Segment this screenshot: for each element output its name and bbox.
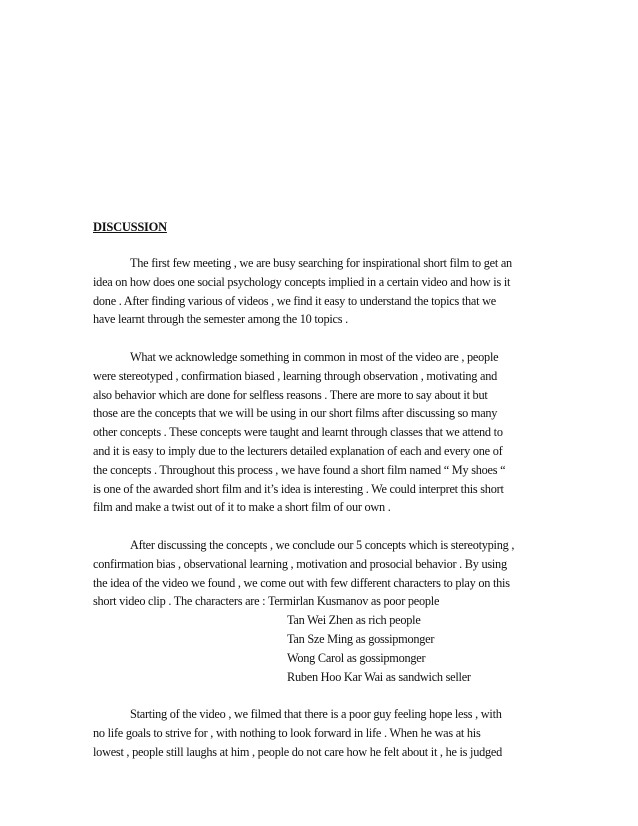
text-line: other concepts . These concepts were taught and learnt through classes that we attend to [93,425,503,440]
cast-item: Ruben Hoo Kar Wai as sandwich seller [287,669,471,684]
paragraph-3 [93,536,548,611]
section-heading: DISCUSSION [93,220,167,234]
text-line: After discussing the concepts , we conclude our 5 concepts which is stereotyping , [130,537,515,552]
paragraph-gap [93,686,548,705]
text-line: have learnt through the semester among the 10 topics . [93,312,348,327]
text-line: were stereotyped , confirmation biased , learning through observation , motivating and [93,368,497,383]
text-line: confirmation bias , observational learning , motivation and prosocial behavior . By using [93,556,507,571]
text-line: The first few meeting , we are busy searching for inspirational short film to get an [130,256,512,270]
cast-list [93,611,548,686]
text-line: What we acknowledge something in common in most of the video are , people [130,349,499,364]
text-line: Starting of the video , we filmed that there is a poor guy feeling hope less , with [130,707,502,722]
paragraph-4 [93,705,548,761]
paragraph-2 [93,348,548,517]
text-line: the idea of the video we found , we come out with few different characters to play on this [93,575,510,590]
text-line: is one of the awarded short film and it’s idea is interesting . We could interpret this short [93,481,504,496]
text-line: those are the concepts that we will be using in our short films after discussing so many [93,406,498,421]
text-line: and it is easy to imply due to the lecturers detailed explanation of each and every one of [93,443,503,458]
text-line: film and make a twist out of it to make a short film of our own . [93,500,391,515]
spacer [93,238,548,254]
text-line: the concepts . Throughout this process , we have found a short film named “ My shoes “ [93,462,506,477]
document-body [93,216,548,762]
text-line: no life goals to strive for , with nothing to look forward in life . When he was at his [93,725,481,740]
text-line: also behavior which are done for selfless reasons . There are more to say about it but [93,387,488,402]
text-line: short video clip . The characters are : Termirlan Kusmanov as poor people [93,594,440,609]
paragraph-gap [93,329,548,348]
text-line: done . After finding various of videos , we find it easy to understand the topics that we [93,293,496,308]
cast-item: Tan Sze Ming as gossipmonger [287,631,435,646]
cast-item: Tan Wei Zhen as rich people [287,613,421,628]
text-line: idea on how does one social psychology concepts implied in a certain video and how is it [93,274,511,289]
paragraph-1 [93,254,548,329]
cast-item: Wong Carol as gossipmonger [287,650,426,665]
text-line: lowest , people still laughs at him , people do not care how he felt about it , he is judged [93,744,503,759]
paragraph-gap [93,517,548,536]
